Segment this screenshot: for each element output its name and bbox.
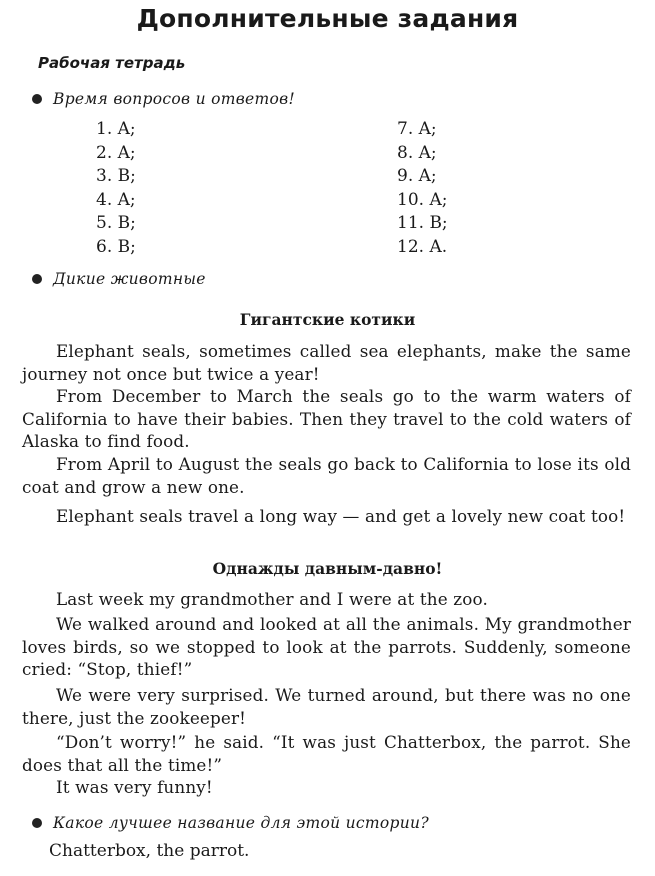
story-paragraph: Elephant seals travel a long way — and get a lovely new coat too! (56, 506, 626, 526)
answer-item: 8. A; (397, 142, 437, 163)
story-paragraph: Last week my grandmother and I were at the zoo. (56, 589, 488, 609)
answer-item: 4. A; (96, 189, 136, 210)
story-paragraph: We were very surprised. We turned around, but there was no one there, just the zookeeper! (22, 685, 631, 728)
answer-item: 9. A; (397, 166, 437, 186)
story-title: Гигантские котики (239, 310, 416, 329)
answer-item: 3. B; (96, 166, 136, 186)
subtitle: Рабочая тетрадь (38, 54, 186, 72)
story-paragraph: From December to March the seals go to the warm waters of California to have their babies. Then they travel to the cold waters of Alaska to find food. (22, 386, 631, 452)
section-label: Время вопросов и ответов! (53, 90, 295, 108)
story-paragraph: “Don’t worry!” he said. “It was just Chatterbox, the parrot. She does that all the time!” (22, 732, 631, 775)
section-label: Дикие животные (53, 270, 206, 288)
story-paragraph: From April to August the seals go back to California to lose its old coat and grow a new one. (22, 454, 631, 497)
answer-item: 11. B; (397, 213, 448, 233)
page-title: Дополнительные задания (136, 4, 519, 33)
bullet-icon (32, 94, 42, 104)
answer-item: 5. B; (96, 213, 136, 233)
story-paragraph: It was very funny! (56, 777, 213, 797)
section-heading-question (32, 814, 429, 832)
section-heading-qa (32, 90, 295, 108)
answer-item: 12. A. (397, 236, 448, 257)
question-answer: Chatterbox, the parrot. (49, 841, 250, 861)
story-title: Однажды давным-давно! (212, 559, 443, 578)
answer-item: 2. A; (96, 142, 136, 163)
answer-item: 7. A; (397, 119, 437, 139)
question-text: Какое лучшее название для этой истории? (53, 814, 429, 832)
story-paragraph: Elephant seals, sometimes called sea elephants, make the same journey not once but twice a year! (22, 341, 631, 384)
answers-left-column (96, 118, 136, 259)
answer-item: 6. B; (96, 236, 136, 257)
answers-right-column (397, 118, 448, 259)
story-paragraph: We walked around and looked at all the animals. My grandmother loves birds, so we stopped to look at the parrots. Suddenly, someone cried: “Stop, thief!” (22, 614, 631, 680)
bullet-icon (32, 818, 42, 828)
answer-item: 1. A; (96, 119, 136, 139)
answer-item: 10. A; (397, 189, 448, 210)
bullet-icon (32, 274, 42, 284)
section-heading-wild-animals (32, 270, 206, 288)
